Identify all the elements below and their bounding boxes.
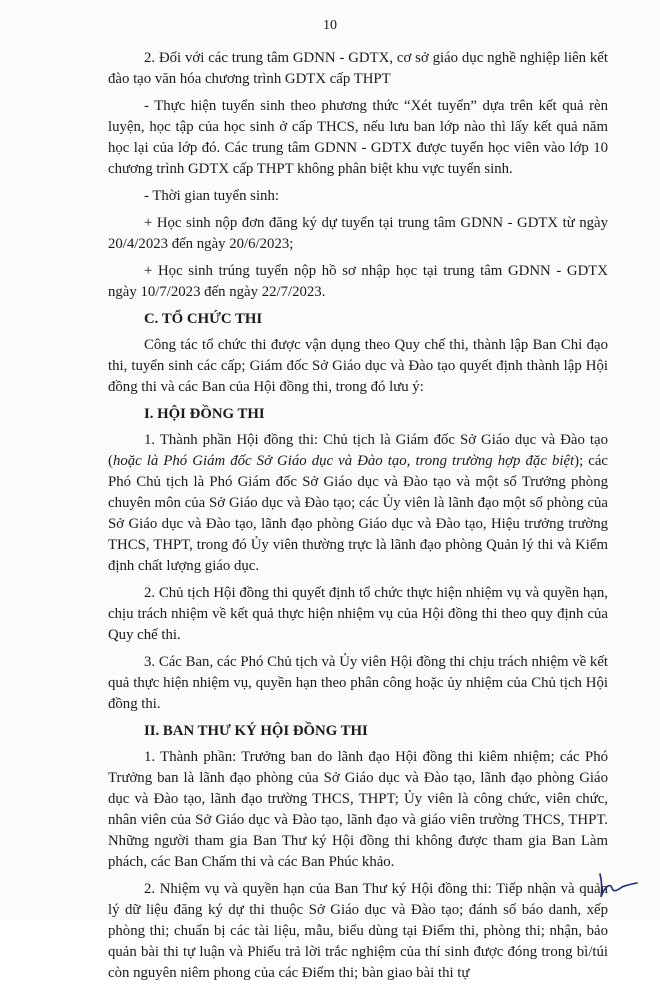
document-body <box>108 48 608 990</box>
section-heading-i: I. HỘI ĐỒNG THI <box>144 406 265 422</box>
paragraph: 2. Chủ tịch Hội đồng thi quyết định tổ chức thực hiện nhiệm vụ và quyền hạn, chịu trách nhiệm về kết quả thực hiện nhiệm vụ của Hội đồng thi theo quy định của Quy chế thi. <box>108 585 608 643</box>
section-heading-c: C. TỔ CHỨC THI <box>144 311 263 327</box>
paragraph: 2. Đối với các trung tâm GDNN - GDTX, cơ sở giáo dục nghề nghiệp liên kết đào tạo văn hóa chương trình GDTX cấp THPT <box>108 50 608 87</box>
paragraph: 3. Các Ban, các Phó Chủ tịch và Ủy viên Hội đồng thi chịu trách nhiệm về kết quả thực hiện nhiệm vụ, quyền hạn theo phân công hoặc ủy nhiệm của Chủ tịch Hội đồng thi. <box>108 654 608 712</box>
paragraph: + Học sinh trúng tuyển nộp hồ sơ nhập học tại trung tâm GDNN - GDTX ngày 10/7/2023 đến ngày 22/7/2023. <box>108 263 608 300</box>
paragraph-text: ); các Phó Chủ tịch là Phó Giám đốc Sở Giáo dục và Đào tạo và một số Trưởng phòng chuyên môn của Sở Giáo dục và Đào tạo; các Ủy viên là lãnh đạo một số phòng của Sở Giáo dục và Đào tạo, lãnh đạo phòng Giáo dục và Đào tạo, Hiệu trưởng trường THCS, THPT, trong đó Ủy viên thường trực là lãnh đạo phòng Quản lý thi và Kiểm định chất lượng giáo dục. <box>108 453 608 574</box>
paragraph: + Học sinh nộp đơn đăng ký dự tuyển tại trung tâm GDNN - GDTX từ ngày 20/4/2023 đến ngày 20/6/2023; <box>108 215 608 252</box>
paragraph <box>108 430 608 577</box>
paragraph: 1. Thành phần: Trưởng ban do lãnh đạo Hội đồng thi kiêm nhiệm; các Phó Trưởng ban là lãnh đạo phòng của Sở Giáo dục và Đào tạo, lãnh đạo phòng Giáo dục và Đào tạo, lãnh đạo trường THCS, THPT; Ủy viên là công chức, viên chức, nhân viên của Sở Giáo dục và Đào tạo, lãnh đạo và giáo viên trường THCS, THPT. Những người tham gia Ban Thư ký Hội đồng thi không được tham gia Ban Làm phách, các Ban Chấm thi và các Ban Phúc khảo. <box>108 749 608 870</box>
initials-signature <box>594 870 640 900</box>
paragraph: Công tác tổ chức thi được vận dụng theo Quy chế thi, thành lập Ban Chỉ đạo thi, tuyển sinh các cấp; Giám đốc Sở Giáo dục và Đào tạo quyết định thành lập Hội đồng thi và các Ban của Hội đồng thi, trong đó lưu ý: <box>108 337 608 395</box>
italic-text: hoặc là Phó Giám đốc Sở Giáo dục và Đào tạo, trong trường hợp đặc biệt <box>112 453 575 469</box>
paragraph: - Thực hiện tuyển sinh theo phương thức “Xét tuyển” dựa trên kết quả rèn luyện, học tập của học sinh ở cấp THCS, nếu lưu ban lớp nào thì lấy kết quả năm học lại của lớp đó. Các trung tâm GDNN - GDTX được tuyển học viên vào lớp 10 chương trình GDTX cấp THPT không phân biệt khu vực tuyển sinh. <box>108 98 608 177</box>
paragraph: - Thời gian tuyển sinh: <box>144 188 279 204</box>
section-heading-ii: II. BAN THƯ KÝ HỘI ĐỒNG THI <box>144 723 368 739</box>
paragraph-text: 1. Thành phần Hội đồng thi: Chủ tịch là Giám đốc Sở Giáo dục và Đào tạo ( <box>108 432 608 469</box>
paragraph: 2. Nhiệm vụ và quyền hạn của Ban Thư ký Hội đồng thi: Tiếp nhận và quản lý dữ liệu đăng ký dự thi thuộc Sở Giáo dục và Đào tạo; đánh số báo danh, xếp phòng thi; chuẩn bị các tài liệu, mẫu, biểu dùng tại Điểm thi, phòng thi; nhận, bảo quản bài thi tự luận và Phiếu trả lời trắc nghiệm của thí sinh được đóng trong bì/túi còn nguyên niêm phong của các Điểm thi; bàn giao bài thi tự <box>108 881 608 981</box>
page-number: 10 <box>323 18 337 33</box>
